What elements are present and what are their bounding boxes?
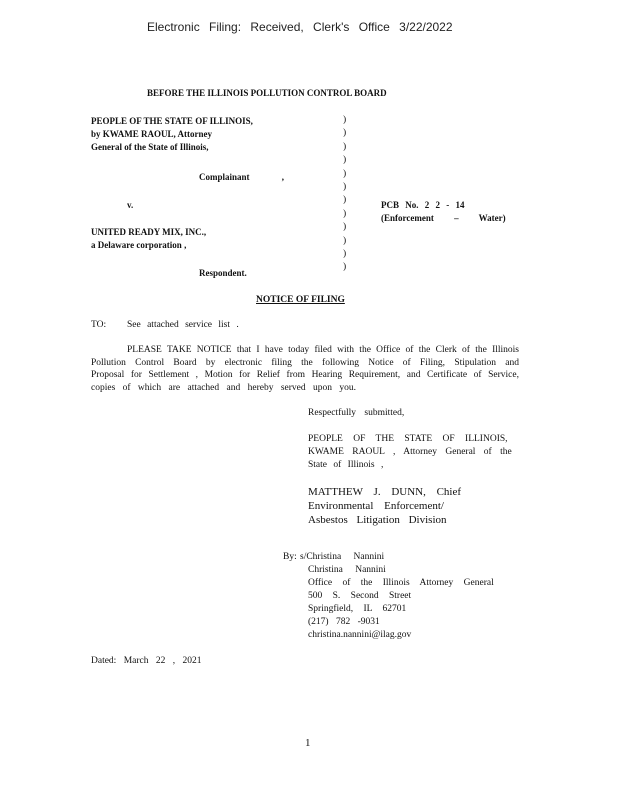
office-line: Office of the Illinois Attorney General <box>308 578 494 588</box>
paren: ) <box>343 195 347 206</box>
defendant-line-1: UNITED READY MIX, INC., <box>91 227 207 237</box>
notice-title: NOTICE OF FILING <box>256 295 345 305</box>
paren: ) <box>343 155 347 166</box>
body-line: copies of which are attached and hereby served upon you. <box>91 382 356 393</box>
people-line-2: KWAME RAOUL , Attorney General of the <box>308 447 512 457</box>
to-value: See attached service list . <box>127 320 239 330</box>
by-label: By: <box>283 552 297 562</box>
defendant-line-2: a Delaware corporation , <box>91 240 187 250</box>
plaintiff-line-1: PEOPLE OF THE STATE OF ILLINOIS, <box>91 116 253 126</box>
chief-line-3: Asbestos Litigation Division <box>308 514 447 526</box>
paren: ) <box>343 182 347 193</box>
people-line-3: State of Illinois , <box>308 460 384 470</box>
page-number: 1 <box>305 737 311 749</box>
chief-line-2: Environmental Enforcement/ <box>308 500 444 512</box>
respectfully-submitted: Respectfully submitted, <box>308 408 405 418</box>
paren: ) <box>343 168 347 179</box>
paren: ) <box>343 128 347 139</box>
caption-paren-column <box>343 114 346 275</box>
paren: ) <box>343 249 347 260</box>
respondent-label: Respondent. <box>199 268 247 278</box>
date-line: Dated: March 22 , 2021 <box>91 656 202 666</box>
versus-label: v. <box>127 200 134 210</box>
email-line: christina.nannini@ilag.gov <box>308 630 412 640</box>
notice-body <box>91 344 519 394</box>
attorney-name: Christina Nannini <box>308 565 386 575</box>
paren: ) <box>343 208 347 219</box>
phone-line: (217) 782 -9031 <box>308 617 380 627</box>
case-number: PCB No. 2 2 - 14 <box>381 200 465 210</box>
people-line-1: PEOPLE OF THE STATE OF ILLINOIS, <box>308 434 508 444</box>
street-line: 500 S. Second Street <box>308 591 412 601</box>
paren: ) <box>343 115 347 125</box>
paren: ) <box>343 141 347 152</box>
paren: ) <box>343 235 347 246</box>
body-line: Proposal for Settlement , Motion for Relief from Hearing Requirement, and Certificate of Service, <box>91 370 519 380</box>
complainant-label: Complainant , <box>199 172 285 182</box>
case-type: (Enforcement – Water) <box>381 213 506 223</box>
board-title: BEFORE THE ILLINOIS POLLUTION CONTROL BOARD <box>147 88 387 98</box>
paren: ) <box>343 222 347 233</box>
electronic-signature: s/Christina Nannini <box>300 552 385 562</box>
body-line: Pollution Control Board by electronic filing the following Notice of Filing, Stipulation and <box>91 357 519 368</box>
body-line: PLEASE TAKE NOTICE that I have today filed with the Office of the Clerk of the Illinois <box>127 345 519 355</box>
chief-line-1: MATTHEW J. DUNN, Chief <box>308 486 462 498</box>
plaintiff-line-3: General of the State of Illinois, <box>91 142 209 152</box>
to-label: TO: <box>91 320 107 330</box>
plaintiff-line-2: by KWAME RAOUL, Attorney <box>91 129 212 139</box>
city-line: Springfield, IL 62701 <box>308 604 407 614</box>
paren: ) <box>343 262 347 273</box>
filing-stamp: Electronic Filing: Received, Clerk's Office 3/22/2022 <box>147 20 453 34</box>
